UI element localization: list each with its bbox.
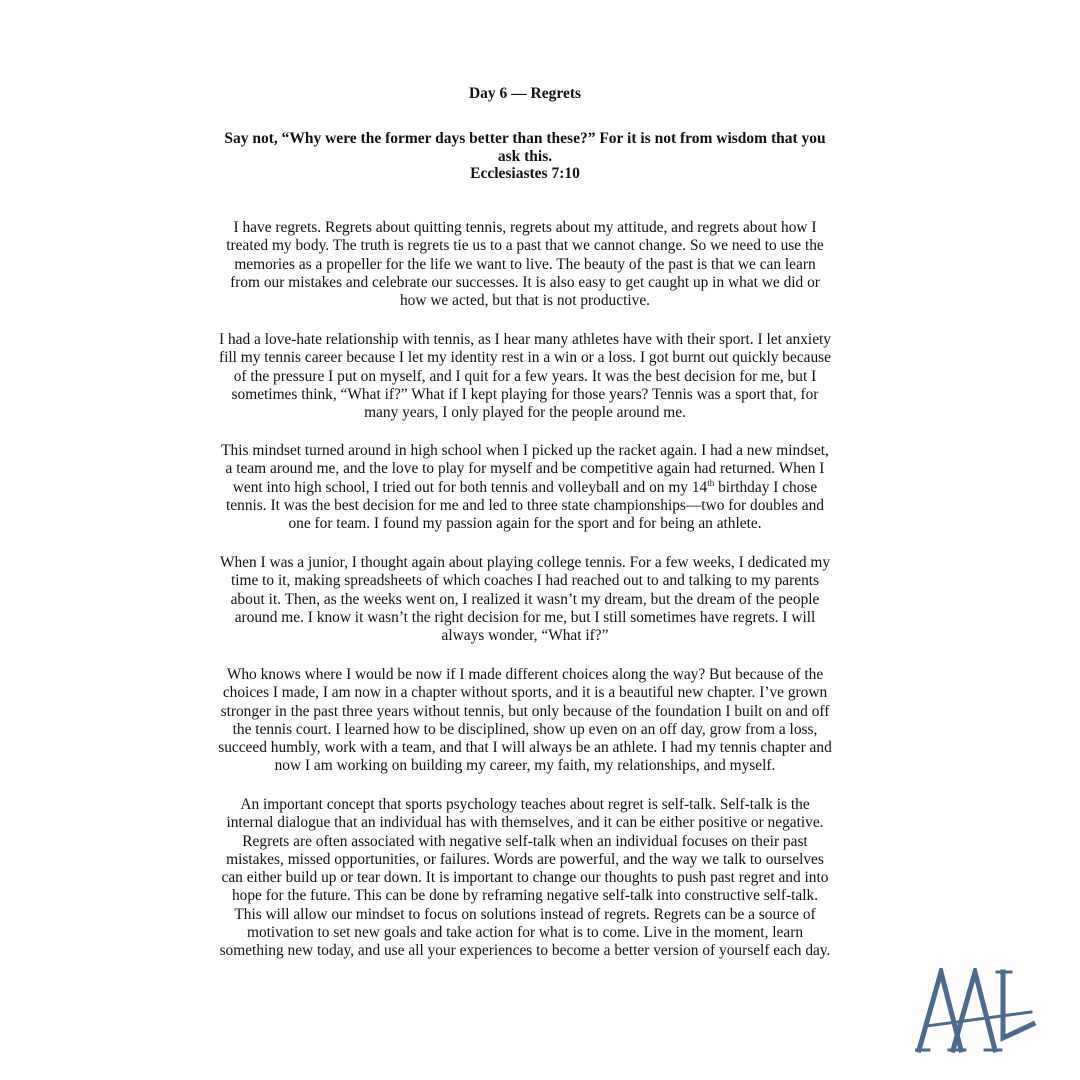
ordinal-suffix: th [707,477,715,488]
paragraph-1 [150,219,900,310]
text-line: hope for the future. This can be done by reframing negative self-talk into constructive self-talk. [231,887,819,905]
scripture-epigraph [150,130,900,183]
text-line: motivation to set new goals and take action for what is to come. Live in the moment, learn [246,924,804,942]
page-title: Day 6 — Regrets [468,85,582,102]
text-line: time to it, making spreadsheets of which coaches I had reached out to and talking to my parents [230,572,820,590]
text-line: stronger in the past three years without tennis, but only because of the foundation I built on and off [220,702,830,720]
text-line: always wonder, “What if?” [441,627,609,645]
text-line: succeed humbly, work with a team, and that I will always be an athlete. I had my tennis chapter and [218,739,832,757]
text-line: fill my tennis career because I let my identity rest in a win or a loss. I got burnt out quickly because [218,349,832,367]
text-line: treated my body. The truth is regrets tie us to a past that we cannot change. So we need to use the [226,237,824,255]
logo-letter-l [1003,972,1033,1038]
epigraph-line: Say not, “Why were the former days better than these?” For it is not from wisdom that you [224,130,826,147]
text-line: something new today, and use all your experiences to become a better version of yourself each day. [219,942,831,960]
text-fragment: went into high school, I tried out for both tennis and volleyball and on my 14 [232,478,708,496]
text-line: I have regrets. Regrets about quitting tennis, regrets about my attitude, and regrets about how I [233,219,817,236]
logo-monogram [915,972,1033,1050]
text-line: a team around me, and the love to play for myself and be competitive again had returned. When I [225,460,825,478]
text-line: now I am working on building my career, my faith, my relationships, and myself. [274,757,776,775]
text-line: about it. Then, as the weeks went on, I realized it wasn’t my dream, but the dream of the people [230,590,820,608]
paragraph-3 [150,442,900,533]
text-line: from our mistakes and celebrate our successes. It is also easy to get caught up in what we did or [230,273,820,291]
text-line: mistakes, missed opportunities, or failures. Words are powerful, and the way we talk to ourselves [226,850,824,868]
text-line: sometimes think, “What if?” What if I kept playing for those years? Tennis was a sport that, for [231,385,819,403]
text-line: the tennis court. I learned how to be disciplined, show up even on an off day, grow from a loss, [232,720,818,738]
epigraph-line: ask this. [497,147,553,165]
text-line: can either build up or tear down. It is important to change our thoughts to push past regret and into [221,869,829,887]
paragraph-4 [150,554,900,645]
text-line: memories as a propeller for the life we want to live. The beauty of the past is that we can learn [234,255,816,273]
logo-crossbar [927,1012,1031,1026]
text-fragment: birthday I chose [714,478,818,496]
text-line: choices I made, I am now in a chapter without sports, and it is a beautiful new chapter. I’ve grown [222,684,828,702]
text-line [150,479,900,497]
text-line: around me. I know it wasn’t the right decision for me, but I still sometimes have regrets. I will [234,608,816,626]
text-line: how we acted, but that is not productive. [399,292,651,310]
text-line: many years, I only played for the people around me. [364,404,686,422]
paragraph-6 [150,796,900,961]
text-line: I had a love-hate relationship with tennis, as I hear many athletes have with their sport. I let anxiety [218,331,831,348]
text-line: one for team. I found my passion again for the sport and for being an athlete. [288,515,762,533]
text-line: of the pressure I put on myself, and I quit for a few years. It was the best decision for me, but I [233,367,817,385]
text-line: internal dialogue that an individual has with themselves, and it can be either positive or negative. [226,814,824,832]
text-line: Who knows where I would be now if I made different choices along the way? But because of the [226,666,824,683]
text-line: This will allow our mindset to focus on solutions instead of regrets. Regrets can be a source of [234,905,816,923]
text-line: tennis. It was the best decision for me and led to three state championships—two for doubles and [226,496,824,514]
text-line: Regrets are often associated with negative self-talk when an individual focuses on their past [242,832,808,850]
text-line: This mindset turned around in high school when I picked up the racket again. I had a new mindset, [221,442,829,459]
aal-logo [915,968,1037,1054]
scripture-reference: Ecclesiastes 7:10 [470,165,580,182]
paragraph-2 [150,331,900,422]
paragraph-5 [150,666,900,776]
text-line: An important concept that sports psychology teaches about regret is self-talk. Self-talk is the [240,796,810,813]
text-line: When I was a junior, I thought again about playing college tennis. For a few weeks, I dedicated my [219,554,831,571]
